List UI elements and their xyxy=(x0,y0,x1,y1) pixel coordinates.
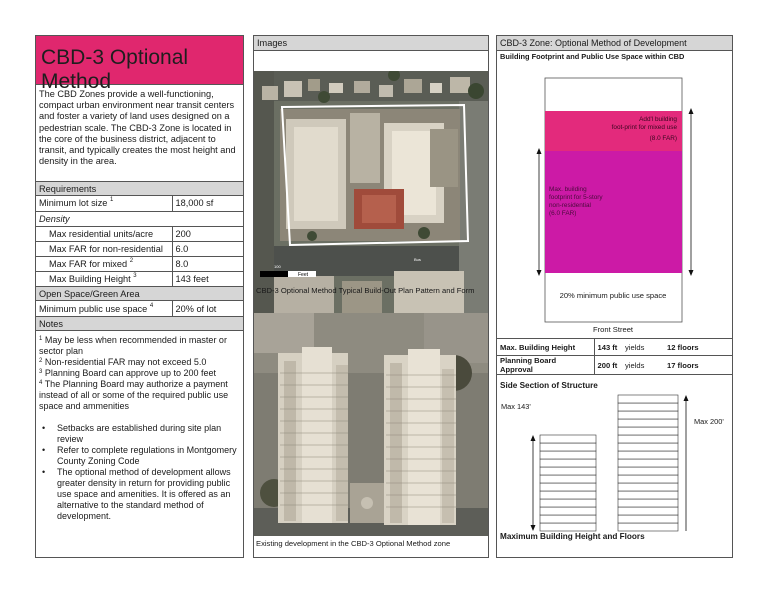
open-space-table xyxy=(36,301,243,316)
ht-yields: yields xyxy=(622,339,664,356)
arrow-head-icon xyxy=(537,270,542,276)
notes-bullets xyxy=(39,423,240,522)
notes-header: Notes xyxy=(36,316,243,331)
zone-header: CBD-3 Zone: Optional Method of Development xyxy=(497,36,732,51)
floor-tall xyxy=(618,499,678,507)
list-item: • The optional method of development allows greater density in return for providing public use space and amenities. It is offered as an alternative to the standard method of development. xyxy=(39,467,240,522)
floor-short xyxy=(540,491,596,499)
floor-tall xyxy=(618,395,678,403)
table-row xyxy=(36,241,243,256)
req-label: Max residential units/acre xyxy=(36,226,172,241)
ht-floors: 12 floors xyxy=(664,339,732,356)
open-space-label: Minimum public use space $^4$ xyxy=(39,302,154,314)
floor-short xyxy=(540,435,596,443)
front-street-label: Front Street xyxy=(592,325,634,332)
min-lot-label: Minimum lot size $^1$ xyxy=(36,196,172,211)
floor-short xyxy=(540,475,596,483)
bottom-title: Maximum Building Height and Floors xyxy=(500,532,645,541)
footnote: $^1$ May be less when recommended in master or sector plan xyxy=(39,335,227,356)
table-row xyxy=(497,356,732,375)
req-value: 6.0 xyxy=(172,241,243,256)
floor-short xyxy=(540,451,596,459)
zone-panel xyxy=(496,35,733,558)
mixed-far: (8.0 FAR) xyxy=(649,135,677,142)
req-label: Max FAR for non-residential xyxy=(36,241,172,256)
floor-tall xyxy=(618,507,678,515)
ht-height: 200 ft xyxy=(594,356,622,375)
zone-subheader: Building Footprint and Public Use Space within CBD xyxy=(500,52,685,61)
floor-short xyxy=(540,459,596,467)
mixed-label: Add'l building foot-print for mixed use xyxy=(611,116,677,131)
height-table xyxy=(497,338,732,375)
floor-short xyxy=(540,499,596,507)
arrow-head-icon xyxy=(689,108,694,114)
ht-label: Max. Building Height xyxy=(497,339,594,356)
ht-label: Planning Board Approval xyxy=(497,356,594,375)
floor-tall xyxy=(618,475,678,483)
footprint-diagram xyxy=(497,66,732,332)
arrow-head-icon xyxy=(684,395,689,401)
requirements-panel xyxy=(35,35,244,558)
req-value: 200 xyxy=(172,226,243,241)
title-banner xyxy=(36,36,243,93)
image-caption-2: Existing development in the CBD-3 Optional Method zone xyxy=(256,539,451,548)
floor-tall xyxy=(618,451,678,459)
intro-text: The CBD Zones provide a well-functioning, compact urban environment near transit centers and foster a variety of land uses designed on a pedestrian scale. The CBD-3 Zone is located in the core of the business district, adjacent to transit, and typically creates the most height and density in the area. xyxy=(39,89,236,167)
floor-tall xyxy=(618,419,678,427)
ht-height: 143 ft xyxy=(594,339,622,356)
towers-photo-svg xyxy=(254,313,488,536)
images-panel xyxy=(253,35,489,558)
req-value: 143 feet xyxy=(172,271,243,286)
floor-tall xyxy=(618,459,678,467)
scale-label: Feet xyxy=(298,272,309,278)
req-value: 8.0 xyxy=(172,256,243,271)
floor-tall xyxy=(618,515,678,523)
floor-tall xyxy=(618,411,678,419)
max200-label: Max 200' xyxy=(694,417,724,426)
footnote: $^3$ Planning Board can approve up to 200 feet xyxy=(39,368,216,378)
floor-short xyxy=(540,443,596,451)
nonres-label: Max. building footprint for 5-story non-residential xyxy=(549,186,603,209)
floor-short xyxy=(540,515,596,523)
list-item: • Setbacks are established during site plan review xyxy=(39,423,240,445)
aerial-plan-image xyxy=(254,71,488,316)
floor-short xyxy=(540,467,596,475)
image-caption-1: CBD-3 Optional Method Typical Build-Out Plan Pattern and Form xyxy=(256,286,475,295)
arrow-head-icon xyxy=(689,270,694,276)
floor-tall xyxy=(618,483,678,491)
floor-tall xyxy=(618,427,678,435)
floor-short xyxy=(540,507,596,515)
list-item: • Refer to complete regulations in Montgomery County Zoning Code xyxy=(39,445,240,467)
footnote: $^4$ The Planning Board may authorize a payment instead of all or some of the required public use space and ammenities xyxy=(39,379,229,411)
floor-tall xyxy=(618,443,678,451)
table-row xyxy=(36,256,243,271)
open-space-value: 20% of lot xyxy=(172,301,243,316)
floor-tall xyxy=(618,403,678,411)
table-row xyxy=(497,339,732,356)
floor-short xyxy=(540,483,596,491)
images-header: Images xyxy=(254,36,488,51)
nonres-far: (6.0 FAR) xyxy=(549,210,577,217)
table-row xyxy=(36,196,243,211)
ht-floors: 17 floors xyxy=(664,356,732,375)
ht-yields: yields xyxy=(622,356,664,375)
arrow-head-icon xyxy=(531,435,536,441)
density-label: Density xyxy=(36,211,243,226)
req-label: Max Building Height $^3$ xyxy=(49,272,137,284)
requirements-header: Requirements xyxy=(36,181,243,196)
page-title: CBD-3 Optional Method xyxy=(41,46,189,93)
side-section-diagram xyxy=(497,381,732,541)
floor-tall xyxy=(618,491,678,499)
table-row xyxy=(36,271,243,286)
req-label: Max FAR for mixed $^2$ xyxy=(36,256,172,271)
section-title: Side Section of Structure xyxy=(500,381,598,390)
arrow-head-icon xyxy=(537,148,542,154)
map-label: Bus xyxy=(414,257,421,262)
max143-label: Max 143' xyxy=(501,402,531,411)
table-row xyxy=(36,226,243,241)
table-row xyxy=(36,211,243,226)
notes-body xyxy=(36,331,243,526)
open-space-header: Open Space/Green Area xyxy=(36,286,243,301)
requirements-table xyxy=(36,196,243,286)
towers-photo xyxy=(254,313,488,536)
min-lot-value: 18,000 sf xyxy=(172,196,243,211)
public-space-label: 20% minimum public use space xyxy=(559,291,667,300)
table-row xyxy=(36,301,243,316)
scale-number: 100 xyxy=(274,264,281,269)
aerial-plan-svg xyxy=(254,71,488,316)
floor-tall xyxy=(618,435,678,443)
footnote: $^2$ Non-residential FAR may not exceed 5.0 xyxy=(39,357,207,367)
floor-tall xyxy=(618,467,678,475)
